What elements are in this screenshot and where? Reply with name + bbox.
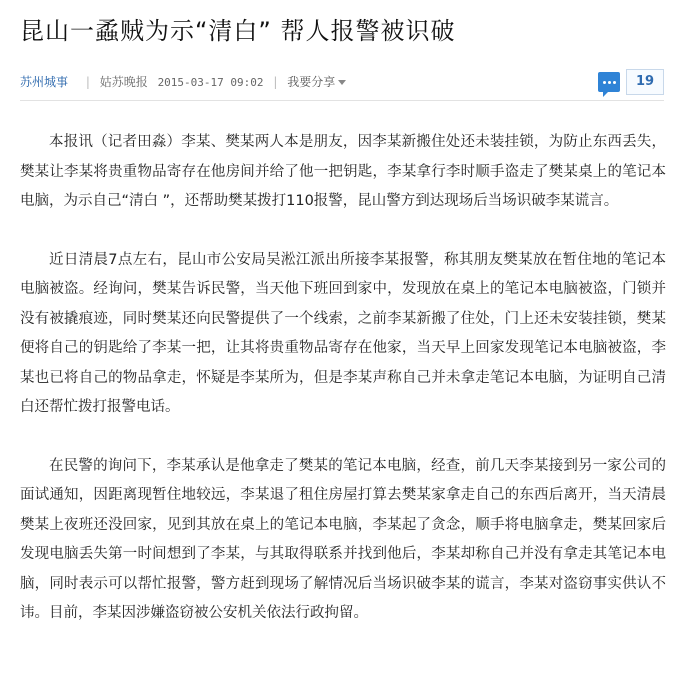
meta-separator: | (273, 75, 278, 89)
paragraph: 本报讯（记者田淼）李某、樊某两人本是朋友，因李某新搬住处还未装挂锁，为防止东西丢失，樊某让李某将贵重物品寄存在他房间并给了他一把钥匙，李某拿行李时顺手盗走了樊某桌上的笔记本电脑，为示自己“清白 ”，还帮助樊某拨打110报警，昆山警方到达现场后当场识破李某谎言。 (20, 134, 666, 209)
paragraph: 近日清晨7点左右，昆山市公安局吴淞江派出所接李某报警，称其朋友樊某放在暂住地的笔记本电脑被盗。经询问，樊某告诉民警，当天他下班回到家中，发现放在桌上的笔记本电脑被盗，门锁并没有被撬痕迹，同时樊某还向民警提供了一个线索，之前李某新搬了住处，门上还未安装挂锁，樊某便将自己的钥匙给了李某一把，让其将贵重物品寄存在他家，当天早上回家发现笔记本电脑被盗，李某也已将自己的物品拿走，怀疑是李某所为，但是李某声称自己并未拿走笔记本电脑，为证明自己清白还帮忙拨打报警电话。 (20, 251, 666, 415)
comment-count-button[interactable] (598, 69, 664, 95)
channel-link[interactable]: 苏州城事 (20, 75, 69, 89)
article-body (20, 128, 666, 658)
comment-count: 19 (626, 69, 664, 95)
source-label: 姑苏晚报 (99, 75, 148, 89)
article-title: 昆山一蟊贼为示“清白” 帮人报警被识破 (20, 17, 456, 45)
share-label: 我要分享 (287, 75, 336, 89)
share-button[interactable] (287, 75, 346, 89)
meta-separator: | (85, 75, 90, 89)
comment-bubble-icon (598, 72, 620, 92)
publish-time: 2015-03-17 09:02 (157, 76, 264, 89)
paragraph: 在民警的询问下，李某承认是他拿走了樊某的笔记本电脑，经查，前几天李某接到另一家公司的面试通知，因距离现暂住地较远，李某退了租住房屋打算去樊某家拿走自己的东西后离开，当天清晨樊某上夜班还没回家，见到其放在桌上的笔记本电脑，李某起了贪念，顺手将电脑拿走，樊某回家后发现电脑丢失第一时间想到了李某，与其取得联系并找到他后，李某却称自己并没有拿走其笔记本电脑，同时表示可以帮忙报警，警方赶到现场了解情况后当场识破李某的谎言，李某对盗窃事实供认不讳。目前，李某因涉嫌盗窃被公安机关依法行政拘留。 (20, 457, 666, 621)
header-divider (20, 100, 664, 101)
caret-down-icon (338, 80, 346, 85)
article-meta (20, 70, 664, 94)
